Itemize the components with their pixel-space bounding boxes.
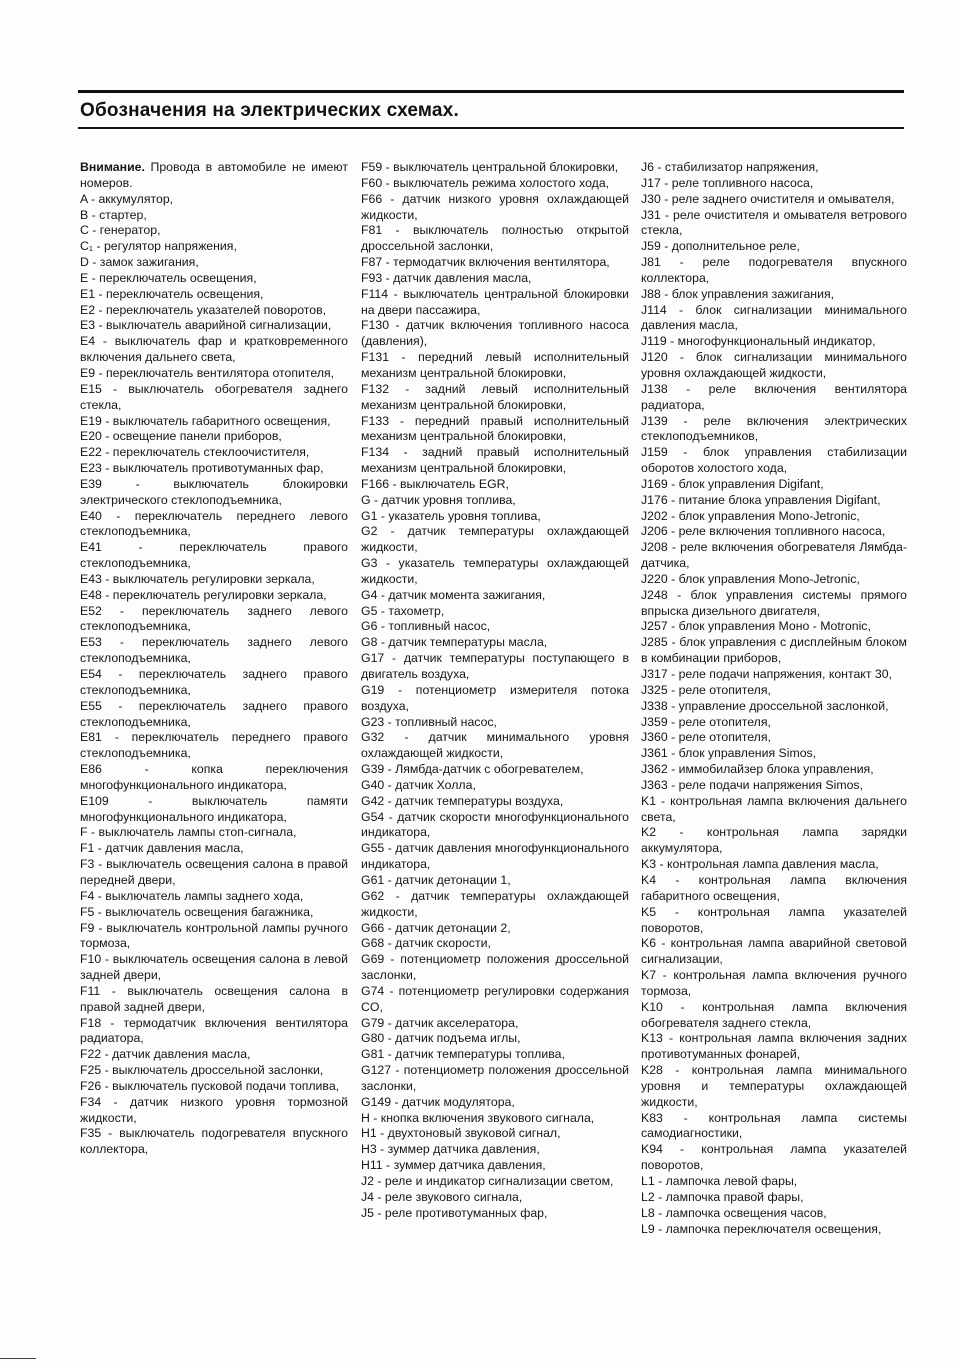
- legend-entry: J4 - реле звукового сигнала,: [361, 1189, 523, 1204]
- legend-entry: F35 - выключатель подогревателя впускного коллектора,: [80, 1126, 348, 1157]
- legend-entry: L9 - лампочка переключателя освещения,: [641, 1221, 882, 1236]
- legend-entry: G55 - датчик давления многофункционального индикатора,: [361, 841, 629, 872]
- legend-entry: G5 - тахометр,: [361, 603, 445, 618]
- legend-entry: J5 - реле противотуманных фар,: [361, 1205, 548, 1220]
- legend-entry: J139 - реле включения электрических стеклоподъемников,: [641, 413, 907, 444]
- legend-entry: J360 - реле отопителя,: [641, 730, 771, 745]
- legend-entry: E4 - выключатель фар и кратковременного включения дальнего света,: [80, 334, 348, 365]
- legend-entry: F11 - выключатель освещения салона в правой задней двери,: [80, 983, 348, 1014]
- page-title: Обозначения на электрических схемах.: [80, 100, 459, 121]
- legend-entry: J159 - блок управления стабилизации оборотов холостого хода,: [641, 445, 907, 476]
- attention-label: Внимание.: [80, 160, 145, 174]
- legend-entry: E22 - переключатель стеклоочистителя,: [80, 445, 310, 460]
- column-3-entries: [641, 160, 907, 1237]
- legend-entry: F34 - датчик низкого уровня тормозной жидкости,: [80, 1094, 348, 1125]
- legend-entry: K13 - контрольная лампа включения задних противотуманных фонарей,: [641, 1031, 907, 1062]
- legend-entry: J2 - реле и индикатор сигнализации светом,: [361, 1174, 614, 1188]
- legend-entry: F1 - датчик давления масла,: [80, 841, 244, 856]
- legend-entry: C₁ - регулятор напряжения,: [80, 239, 237, 254]
- legend-entry: E55 - переключатель заднего правого стеклоподъемника,: [80, 698, 348, 729]
- legend-entry: G80 - датчик подъема иглы,: [361, 1031, 521, 1046]
- legend-entry: G23 - топливный насос,: [361, 714, 497, 729]
- legend-entry: J359 - реле отопителя,: [641, 714, 771, 729]
- legend-entry: J220 - блок управления Mono-Jetronic,: [641, 571, 860, 586]
- legend-entry: G2 - датчик температуры охлаждающей жидкости,: [361, 524, 629, 555]
- legend-entry: J248 - блок управления системы прямого впрыска дизельного двигателя,: [641, 587, 907, 618]
- legend-entry: J206 - реле включения топливного насоса,: [641, 524, 886, 539]
- legend-entry: J31 - реле очистителя и омывателя ветрового стекла,: [641, 207, 907, 238]
- legend-entry: F93 - датчик давления масла,: [361, 270, 532, 285]
- legend-entry: J338 - управление дроссельной заслонкой,: [641, 698, 889, 713]
- legend-entry: F166 - выключатель EGR,: [361, 476, 509, 491]
- legend-entry: E20 - освещение панели приборов,: [80, 429, 282, 444]
- legend-entry: G81 - датчик температуры топлива,: [361, 1047, 565, 1062]
- legend-entry: A - аккумулятор,: [80, 191, 174, 206]
- legend-entry: H3 - зуммер датчика давления,: [361, 1142, 540, 1157]
- legend-entry: J169 - блок управления Digifant,: [641, 476, 824, 491]
- legend-entry: F132 - задний левый исполнительный механизм центральной блокировки,: [361, 381, 629, 412]
- legend-entry: J120 - блок сигнализации минимального уровня охлаждающей жидкости,: [641, 350, 907, 380]
- legend-entry: K4 - контрольная лампа включения габаритного освещения,: [641, 872, 907, 903]
- legend-entry: G - датчик уровня топлива,: [361, 492, 516, 507]
- column-1: [80, 160, 348, 1158]
- legend-entry: J114 - блок сигнализации минимального давления масла,: [641, 302, 907, 333]
- legend-entry: G66 - датчик детонации 2,: [361, 920, 511, 935]
- legend-entry: J202 - блок управления Mono-Jetronic,: [641, 508, 860, 523]
- legend-entry: F5 - выключатель освещения багажника,: [80, 904, 314, 919]
- legend-entry: G32 - датчик минимального уровня охлаждающей жидкости,: [361, 730, 629, 761]
- legend-entry: J208 - реле включения обогревателя Лямбда-датчика,: [641, 540, 907, 571]
- legend-entry: E53 - переключатель заднего левого стеклоподъемника,: [80, 635, 348, 666]
- column-3: [641, 160, 907, 1237]
- legend-entry: J17 - реле топливного насоса,: [641, 175, 814, 190]
- legend-entry: E15 - выключатель обогревателя заднего стекла,: [80, 381, 348, 412]
- legend-entry: E40 - переключатель переднего левого стеклоподъемника,: [80, 508, 348, 539]
- legend-entry: G79 - датчик акселератора,: [361, 1015, 519, 1030]
- legend-entry: E81 - переключатель переднего правого стеклоподъемника,: [80, 730, 348, 761]
- legend-entry: E23 - выключатель противотуманных фар,: [80, 461, 324, 476]
- column-1-entries: [80, 192, 348, 1158]
- header-rule-top: [78, 90, 904, 93]
- legend-entry: H - кнопка включения звукового сигнала,: [361, 1110, 595, 1125]
- legend-entry: G17 - датчик температуры поступающего в двигатель воздуха,: [361, 651, 629, 681]
- legend-entry: C - генератор,: [80, 223, 161, 238]
- legend-entry: J176 - питание блока управления Digifant,: [641, 492, 881, 507]
- legend-entry: E86 - копка переключения многофункционального индикатора,: [80, 762, 348, 792]
- legend-entry: J363 - реле подачи напряжения Simos,: [641, 777, 863, 792]
- legend-entry: G6 - топливный насос,: [361, 619, 491, 634]
- legend-entry: G1 - указатель уровня топлива,: [361, 508, 541, 523]
- legend-entry: G62 - датчик температуры охлаждающей жидкости,: [361, 888, 629, 919]
- legend-entry: J81 - реле подогревателя впускного коллектора,: [641, 255, 907, 285]
- legend-entry: F18 - термодатчик включения вентилятора радиатора,: [80, 1015, 348, 1046]
- legend-entry: E54 - переключатель заднего правого стеклоподъемника,: [80, 667, 348, 697]
- legend-entry: J30 - реле заднего очистителя и омывателя,: [641, 191, 895, 206]
- legend-entry: F131 - передний левый исполнительный механизм центральной блокировки,: [361, 350, 629, 380]
- legend-entry: K94 - контрольная лампа указателей поворотов,: [641, 1142, 907, 1173]
- legend-entry: F114 - выключатель центральной блокировки на двери пассажира,: [361, 286, 629, 317]
- legend-entry: G69 - потенциометр положения дроссельной заслонки,: [361, 952, 629, 983]
- legend-entry: G127 - потенциометр положения дроссельной заслонки,: [361, 1063, 629, 1093]
- legend-entry: E - переключатель освещения,: [80, 270, 257, 285]
- column-2-entries: [361, 160, 629, 1222]
- legend-entry: J325 - реле отопителя,: [641, 682, 771, 697]
- legend-entry: K5 - контрольная лампа указателей поворотов,: [641, 904, 907, 935]
- legend-entry: E43 - выключатель регулировки зеркала,: [80, 571, 315, 586]
- legend-entry: F22 - датчик давления масла,: [80, 1047, 251, 1062]
- corner-mark: [0, 1358, 36, 1359]
- legend-entry: G8 - датчик температуры масла,: [361, 635, 548, 650]
- legend-entry: F66 - датчик низкого уровня охлаждающей жидкости,: [361, 191, 629, 222]
- legend-entry: E19 - выключатель габаритного освещения,: [80, 413, 331, 428]
- legend-entry: G19 - потенциометр измерителя потока воздуха,: [361, 682, 629, 713]
- legend-entry: F25 - выключатель дроссельной заслонки,: [80, 1063, 324, 1078]
- legend-entry: F60 - выключатель режима холостого хода,: [361, 175, 610, 190]
- legend-entry: G3 - указатель температуры охлаждающей жидкости,: [361, 556, 629, 586]
- legend-entry: J88 - блок управления зажигания,: [641, 286, 835, 301]
- legend-entry: J362 - иммобилайзер блока управления,: [641, 762, 874, 777]
- legend-entry: F - выключатель лампы стоп-сигнала,: [80, 825, 297, 840]
- legend-entry: J6 - стабилизатор напряжения,: [641, 160, 819, 174]
- legend-entry: J59 - дополнительное реле,: [641, 239, 800, 254]
- legend-entry: F130 - датчик включения топливного насоса (давления),: [361, 318, 629, 349]
- legend-entry: E41 - переключатель правого стеклоподъемника,: [80, 540, 348, 571]
- legend-entry: G74 - потенциометр регулировки содержания CO,: [361, 983, 629, 1014]
- legend-entry: F134 - задний правый исполнительный механизм центральной блокировки,: [361, 445, 629, 476]
- legend-entry: L1 - лампочка левой фары,: [641, 1174, 798, 1188]
- legend-entry: K10 - контрольная лампа включения обогревателя заднего стекла,: [641, 999, 907, 1030]
- legend-entry: F4 - выключатель лампы заднего хода,: [80, 888, 304, 903]
- legend-entry: F26 - выключатель пусковой подачи топлива,: [80, 1078, 340, 1093]
- legend-entry: J119 - многофункциональный индикатор,: [641, 334, 876, 349]
- legend-entry: E9 - переключатель вентилятора отопителя,: [80, 365, 335, 380]
- legend-entry: G61 - датчик детонации 1,: [361, 872, 511, 887]
- legend-entry: G39 - Лямбда-датчик с обогревателем,: [361, 762, 584, 777]
- legend-entry: G40 - датчик Холла,: [361, 777, 476, 792]
- legend-entry: D - замок зажигания,: [80, 255, 199, 270]
- legend-entry: E39 - выключатель блокировки электрического стеклоподъемника,: [80, 476, 348, 507]
- legend-entry: G149 - датчик модулятора,: [361, 1094, 515, 1109]
- legend-entry: H1 - двухтоновый звуковой сигнал,: [361, 1126, 561, 1141]
- legend-entry: E109 - выключатель памяти многофункционального индикатора,: [80, 793, 348, 824]
- legend-entry: F3 - выключатель освещения салона в правой передней двери,: [80, 857, 348, 887]
- legend-entry: E3 - выключатель аварийной сигнализации,: [80, 318, 332, 333]
- legend-entry: F59 - выключатель центральной блокировки,: [361, 160, 619, 174]
- legend-entry: J138 - реле включения вентилятора радиатора,: [641, 381, 907, 412]
- legend-entry: K2 - контрольная лампа зарядки аккумулятора,: [641, 825, 907, 856]
- header-rule-bottom: [78, 127, 904, 129]
- legend-entry: J361 - блок управления Simos,: [641, 746, 817, 761]
- legend-entry: K83 - контрольная лампа системы самодиагностики,: [641, 1110, 907, 1141]
- legend-entry: J285 - блок управления с дисплейным блоком в комбинации приборов,: [641, 635, 907, 666]
- legend-entry: L2 - лампочка правой фары,: [641, 1189, 804, 1204]
- legend-entry: K28 - контрольная лампа минимального уровня и температуры охлаждающей жидкости,: [641, 1063, 907, 1109]
- legend-entry: F87 - термодатчик включения вентилятора,: [361, 255, 610, 270]
- attention-text: Провода в автомобиле не имеют номеров.: [80, 160, 348, 190]
- legend-entry: G54 - датчик скорости многофункционального индикатора,: [361, 809, 629, 840]
- legend-entry: E52 - переключатель заднего левого стеклоподъемника,: [80, 603, 348, 634]
- column-2: [361, 160, 629, 1222]
- legend-entry: K1 - контрольная лампа включения дальнего света,: [641, 793, 907, 824]
- legend-entry: G4 - датчик момента зажигания,: [361, 587, 546, 602]
- legend-entry: H11 - зуммер датчика давления,: [361, 1158, 546, 1173]
- legend-entry: J257 - блок управления Моно - Motronic,: [641, 619, 871, 634]
- legend-entry: F10 - выключатель освещения салона в левой задней двери,: [80, 952, 348, 983]
- legend-entry: L8 - лампочка освещения часов,: [641, 1205, 827, 1220]
- legend-entry: G68 - датчик скорости,: [361, 936, 491, 951]
- legend-entry: J317 - реле подачи напряжения, контакт 30,: [641, 667, 892, 681]
- attention-note: [80, 160, 348, 192]
- legend-entry: K6 - контрольная лампа аварийной световой сигнализации,: [641, 936, 907, 967]
- legend-entry: E1 - переключатель освещения,: [80, 286, 264, 301]
- legend-entry: B - стартер,: [80, 207, 147, 222]
- legend-entry: F9 - выключатель контрольной лампы ручного тормоза,: [80, 920, 348, 951]
- legend-entry: E2 - переключатель указателей поворотов,: [80, 302, 327, 317]
- legend-entry: F81 - выключатель полностью открытой дроссельной заслонки,: [361, 223, 629, 254]
- legend-entry: K7 - контрольная лампа включения ручного тормоза,: [641, 968, 907, 998]
- legend-entry: G42 - датчик температуры воздуха,: [361, 793, 564, 808]
- legend-entry: K3 - контрольная лампа давления масла,: [641, 857, 879, 872]
- legend-entry: F133 - передний правый исполнительный механизм центральной блокировки,: [361, 413, 629, 444]
- legend-entry: E48 - переключатель регулировки зеркала,: [80, 587, 327, 602]
